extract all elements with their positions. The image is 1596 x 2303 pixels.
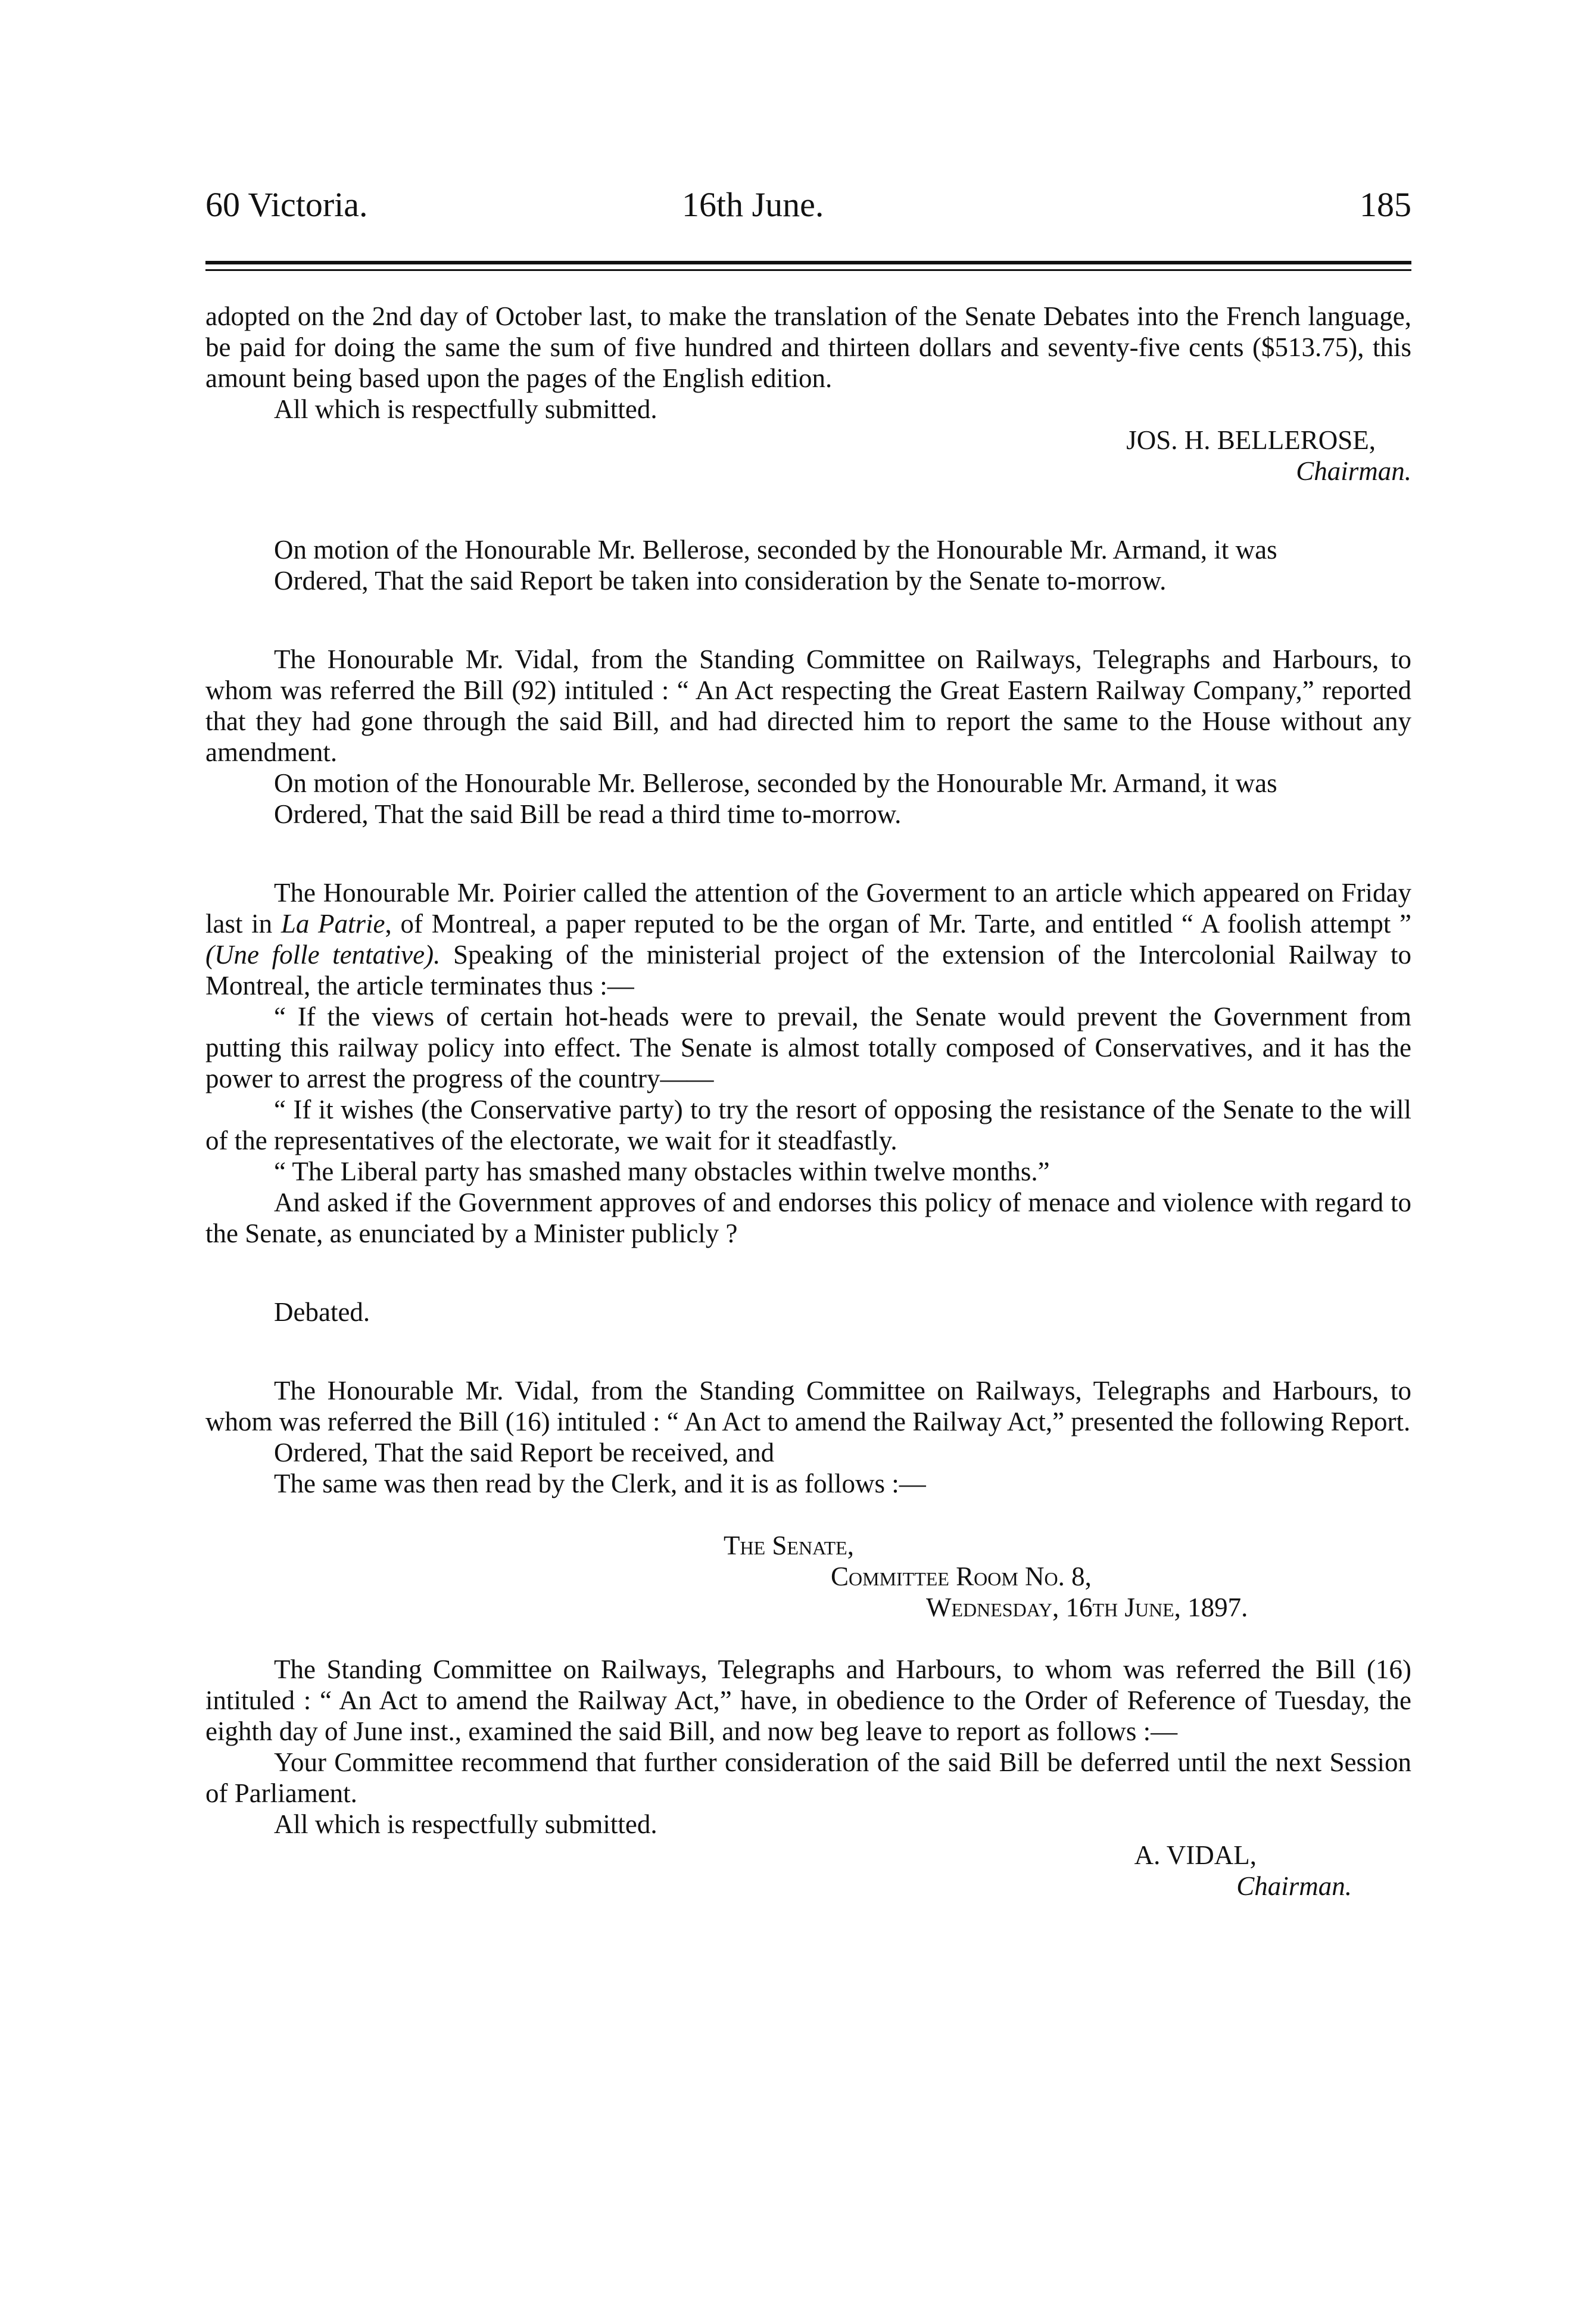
paragraph: Ordered, That the said Report be received, and [274,1438,775,1467]
paragraph: The Standing Committee on Railways, Telegraphs and Harbours, to whom was referred the Bill (16) intituled : “ An Act to amend the Railway Act,” have, in obedience to the Order of Reference of Tuesday, the eighth day of June inst., examined the said Bill, and now beg leave to report as follows :— [205,1654,1411,1746]
paragraph: On motion of the Honourable Mr. Bellerose, seconded by the Honourable Mr. Armand, it was [274,768,1277,798]
date-label: 16th June. [682,185,824,224]
signature-name: A. VIDAL, [1134,1840,1257,1870]
running-header [205,185,1411,238]
paragraph: Ordered, That the said Report be taken into consideration by the Senate to-morrow. [274,566,1167,596]
paragraph: The same was then read by the Clerk, and it is as follows :— [274,1469,926,1498]
address-line: Wednesday, 16th June, 1897. [926,1593,1248,1622]
text-run: Speaking of the ministerial project of the extension of the Intercolonial Railway to Montreal, the article terminates thus :— [205,940,1411,1001]
report-address-block [724,1530,1411,1623]
paragraph: Your Committee recommend that further consideration of the said Bill be deferred until the next Session of Parliament. [205,1747,1411,1808]
text-run: The Honourable Mr. Poirier called the attention of the Goverment to an article which appeared on Friday last in [205,878,1411,939]
french-title: (Une folle tentative). [205,940,441,970]
paragraph: Debated. [274,1297,370,1327]
paragraph: adopted on the 2nd day of October last, to make the translation of the Senate Debates into the French language, be paid for doing the same the sum of five hundred and thirteen dollars and seventy-five cents ($513.75), this amount being based upon the pages of the English edition. [205,301,1411,393]
paragraph: All which is respectfully submitted. [274,394,657,424]
quotation: “ If it wishes (the Conservative party) to try the resort of opposing the resistance of the Senate to the will of the representatives of the electorate, we wait for it steadfastly. [205,1095,1411,1155]
paragraph: Ordered, That the said Bill be read a third time to-morrow. [274,799,902,829]
newspaper-name: La Patrie [280,909,385,939]
text-run: , of Montreal, a paper reputed to be the organ of Mr. Tarte, and entitled “ A foolish attempt ” [385,909,1411,939]
session-label: 60 Victoria. [205,185,368,224]
page-body [205,301,1411,1902]
header-rule-thick [205,261,1411,264]
quotation: “ The Liberal party has smashed many obstacles within twelve months.” [274,1157,1050,1186]
paragraph: On motion of the Honourable Mr. Bellerose, seconded by the Honourable Mr. Armand, it was [274,535,1277,565]
address-line: Committee Room No. 8, [831,1562,1092,1591]
paragraph: The Honourable Mr. Vidal, from the Standing Committee on Railways, Telegraphs and Harbours, to whom was referred the Bill (16) intituled : “ An Act to amend the Railway Act,” presented the following Report. [205,1376,1411,1436]
paragraph [205,877,1411,1001]
header-rule-thin [205,269,1411,271]
page-number: 185 [1360,185,1411,224]
signature-name: JOS. H. BELLEROSE, [1126,425,1376,455]
paragraph: The Honourable Mr. Vidal, from the Standing Committee on Railways, Telegraphs and Harbours, to whom was referred the Bill (92) intituled : “ An Act respecting the Great Eastern Railway Company,” reported that they had gone through the said Bill, and had directed him to report the same to the House without any amendment. [205,644,1411,767]
paragraph: All which is respectfully submitted. [274,1809,657,1839]
paragraph: And asked if the Government approves of and endorses this policy of menace and violence with regard to the Senate, as enunciated by a Minister publicly ? [205,1188,1411,1248]
quotation: “ If the views of certain hot-heads were to prevail, the Senate would prevent the Government from putting this railway policy into effect. The Senate is almost totally composed of Conservatives, and it has the power to arrest the progress of the country—— [205,1002,1411,1093]
signature-title: Chairman. [1236,1871,1352,1901]
signature-title: Chairman. [1296,456,1411,486]
address-line: The Senate, [724,1531,854,1560]
